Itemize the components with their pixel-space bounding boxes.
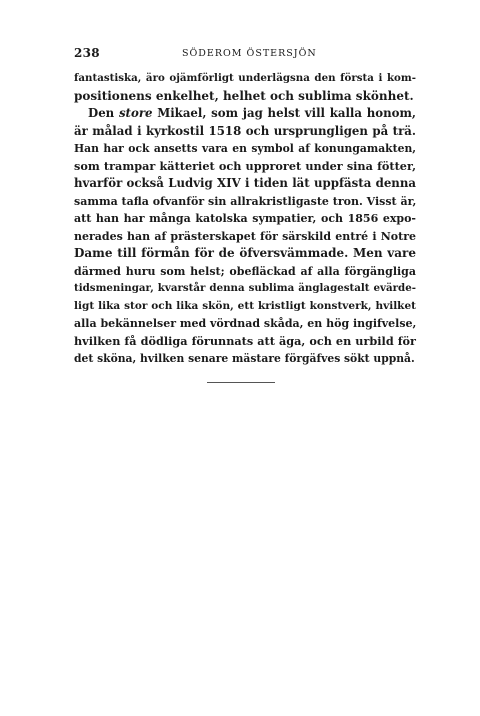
text-line: hvilken få dödliga förunnats att äga, och en urbild för <box>74 333 416 348</box>
text-line: Han har ock ansetts vara en symbol af konungamakten, <box>74 142 416 155</box>
text-line: alla bekännelser med vördnad skåda, en hög ingifvelse, <box>74 317 417 330</box>
page-header <box>74 46 416 62</box>
text-line: fantastiska, äro ojämförligt underlägsna den första i kom- <box>74 72 416 84</box>
italic-word: store <box>118 106 153 120</box>
text-line: det sköna, hvilken senare mästare förgäfves sökt uppnå. <box>74 352 415 365</box>
text-line: hvarför också Ludvig XIV i tiden lät uppfästa denna <box>74 176 416 190</box>
running-head: SÖDEROM ÖSTERSJÖN <box>182 48 317 59</box>
body-text <box>74 70 416 368</box>
text-line: nerades han af prästerskapet för särskild entré i Notre <box>74 229 416 243</box>
text-line: ligt lika stor och lika skön, ett kristligt konstverk, hvilket <box>74 299 416 312</box>
text-line: att han har många katolska sympatier, och 1856 expo- <box>74 212 416 225</box>
text-fragment: Mikael, som jag helst vill kalla honom, <box>157 106 417 120</box>
text-line: tidsmeningar, kvarstår denna sublima änglagestalt evärde- <box>74 282 416 294</box>
text-line: därmed huru som helst; obefläckad af alla förgängliga <box>74 264 416 278</box>
text-line: är målad i kyrkostil 1518 och ursprungligen på trä. <box>74 123 416 138</box>
text-line: samma tafla ofvanför sin allrakristligaste tron. Visst är, <box>74 194 417 208</box>
text-line: som trampar kätteriet och upproret under sina fötter, <box>74 158 416 173</box>
text-line: Dame till förmån för de öfversvämmade. Men vare <box>74 246 416 260</box>
page-number: 238 <box>74 46 100 60</box>
text-fragment: Den <box>88 106 115 120</box>
section-divider <box>207 382 275 383</box>
text-line <box>74 105 416 123</box>
text-line: positionens enkelhet, helhet och sublima skönhet. <box>74 88 414 103</box>
